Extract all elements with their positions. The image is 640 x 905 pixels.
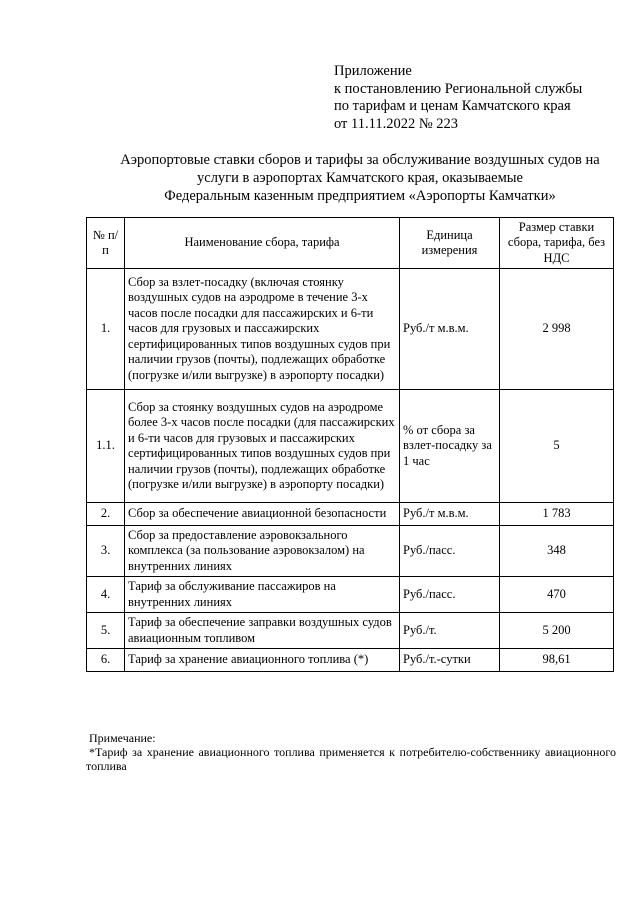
header-name: Наименование сбора, тарифа (125, 218, 400, 269)
cell-num: 4. (87, 577, 125, 613)
cell-name: Тариф за хранение авиационного топлива (*) (125, 649, 400, 672)
table-header-row (87, 218, 614, 269)
cell-value: 5 200 (500, 613, 614, 649)
cell-num: 2. (87, 503, 125, 526)
title-line: Федеральным казенным предприятием «Аэропорты Камчатки» (164, 188, 556, 204)
table-row (87, 503, 614, 526)
cell-value: 5 (500, 390, 614, 503)
table-row (87, 269, 614, 390)
cell-num: 1.1. (87, 390, 125, 503)
cell-value: 348 (500, 526, 614, 577)
cell-unit: % от сбора за взлет-посадку за 1 час (400, 390, 500, 503)
cell-num: 3. (87, 526, 125, 577)
table-row (87, 526, 614, 577)
cell-value: 470 (500, 577, 614, 613)
cell-value: 2 998 (500, 269, 614, 390)
cell-unit: Руб./пасс. (400, 577, 500, 613)
cell-name: Сбор за обеспечение авиационной безопасности (125, 503, 400, 526)
cell-unit: Руб./пасс. (400, 526, 500, 577)
footnote (86, 731, 616, 773)
cell-unit: Руб./т м.в.м. (400, 503, 500, 526)
table-row (87, 649, 614, 672)
cell-unit: Руб./т. (400, 613, 500, 649)
table-row (87, 390, 614, 503)
appendix-line: к постановлению Региональной службы (334, 80, 583, 97)
cell-num: 6. (87, 649, 125, 672)
cell-name: Сбор за предоставление аэровокзального комплекса (за пользование аэровокзалом) на внутренних линиях (125, 526, 400, 577)
cell-name: Тариф за обеспечение заправки воздушных судов авиационным топливом (125, 613, 400, 649)
footnote-label: Примечание: (89, 731, 156, 745)
tariff-table (86, 217, 614, 672)
header-unit: Единица измерения (400, 218, 500, 269)
document-title (70, 151, 640, 205)
footnote-text: *Тариф за хранение авиационного топлива применяется к потребителю-собственнику авиационного топлива (86, 745, 616, 773)
appendix-line: по тарифам и ценам Камчатского края (334, 98, 571, 114)
header-value: Размер ставки сбора, тарифа, без НДС (500, 218, 614, 269)
cell-name: Сбор за стоянку воздушных судов на аэродроме более 3-х часов после посадки (для пассажирских и 6-ти часов для грузовых и пассажирских сертифицированных типов воздушных судов при наличии грузов (почты), подлежащих обработке (погрузке и/или выгрузке) в аэропорту посадки) (125, 390, 400, 503)
cell-num: 1. (87, 269, 125, 390)
header-num: № п/п (87, 218, 125, 269)
cell-unit: Руб./т м.в.м. (400, 269, 500, 390)
cell-value: 98,61 (500, 649, 614, 672)
appendix-block (334, 63, 582, 133)
cell-name: Тариф за обслуживание пассажиров на внутренних линиях (125, 577, 400, 613)
cell-unit: Руб./т.-сутки (400, 649, 500, 672)
table-row (87, 577, 614, 613)
appendix-line: от 11.11.2022 № 223 (334, 115, 459, 132)
cell-name: Сбор за взлет-посадку (включая стоянку воздушных судов на аэродроме в течение 3-х часов после посадки для пассажирских и 6-ти часов для грузовых и пассажирских сертифицированных типов воздушных судов при наличии грузов (почты), подлежащих обработке (погрузке и/или выгрузке) в аэропорту посадки) (125, 269, 400, 390)
title-line: Аэропортовые ставки сборов и тарифы за обслуживание воздушных судов на (120, 152, 600, 168)
cell-value: 1 783 (500, 503, 614, 526)
cell-num: 5. (87, 613, 125, 649)
appendix-line: Приложение (334, 63, 412, 79)
title-line: услуги в аэропортах Камчатского края, оказываемые (197, 170, 523, 186)
table-row (87, 613, 614, 649)
